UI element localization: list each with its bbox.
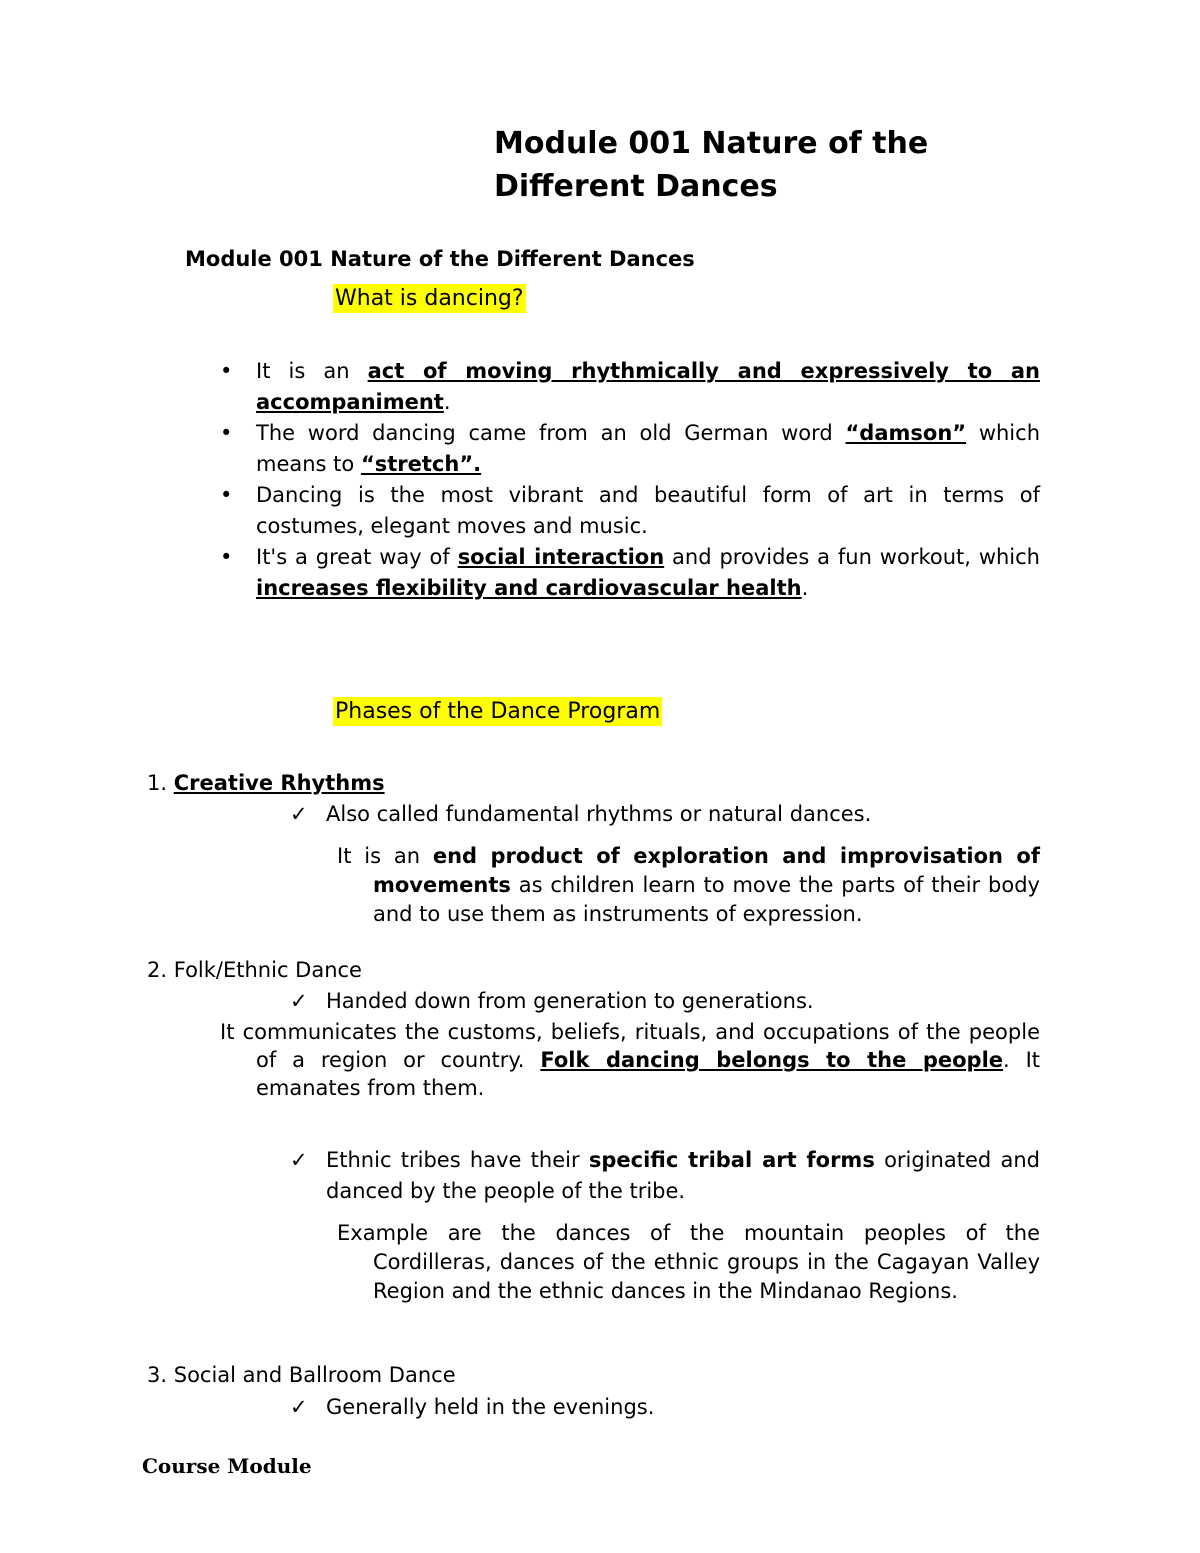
bullet-item: • It is an act of moving rhythmically and expressively to an accompaniment. (256, 356, 1040, 418)
highlighted-heading: Phases of the Dance Program (335, 699, 661, 724)
phase-3-check-item: ✓ Generally held in the evenings. (326, 1392, 1040, 1423)
phase-1-check-item: ✓ Also called fundamental rhythms or natural dances. (326, 799, 1040, 830)
bullet-item: • The word dancing came from an old German word “damson” which means to “stretch”. (256, 418, 1040, 480)
title-line-1: Module 001 Nature of the (494, 126, 929, 161)
title-line-2: Different Dances (494, 169, 778, 204)
phase-3-heading: 3. Social and Ballroom Dance (147, 1363, 456, 1387)
bullet-item: • It's a great way of social interaction and provides a fun workout, which increases flexibility and cardiovascular health. (256, 542, 1040, 604)
phase-1-heading: 1. Creative Rhythms (147, 771, 385, 795)
checkmark-icon: ✓ (290, 802, 308, 826)
checkmark-icon: ✓ (290, 1395, 308, 1419)
section-heading-phases (333, 699, 662, 724)
checkmark-icon: ✓ (290, 1148, 308, 1172)
section-heading-what-is-dancing (333, 286, 526, 311)
phase-2-example-paragraph: Example are the dances of the mountain peoples of the Cordilleras, dances of the ethnic groups in the Cagayan Valley Region and the ethnic dances in the Mindanao Regions. (337, 1221, 1040, 1303)
phase-2-check-item: ✓ Handed down from generation to generations. (326, 986, 1040, 1017)
module-subtitle: Module 001 Nature of the Different Dances (185, 247, 695, 271)
page-title (494, 122, 928, 208)
phase-2-heading: 2. Folk/Ethnic Dance (147, 958, 362, 982)
phase-2-paragraph: It communicates the customs, beliefs, rituals, and occupations of the people of a region or country. Folk dancing belongs to the people. It emanates from them. (220, 1020, 1041, 1100)
highlighted-heading: What is dancing? (335, 286, 524, 311)
checkmark-icon: ✓ (290, 989, 308, 1013)
page-footer: Course Module (142, 1454, 312, 1478)
dancing-bullet-list (256, 356, 1040, 604)
bullet-item: • Dancing is the most vibrant and beautiful form of art in terms of costumes, elegant moves and music. (256, 480, 1040, 542)
phase-2-check-item-2: ✓ Ethnic tribes have their specific tribal art forms originated and danced by the people of the tribe. (326, 1145, 1040, 1207)
phase-1-paragraph: It is an end product of exploration and improvisation of movements as children learn to move the parts of their body and to use them as instruments of expression. (337, 844, 1040, 926)
